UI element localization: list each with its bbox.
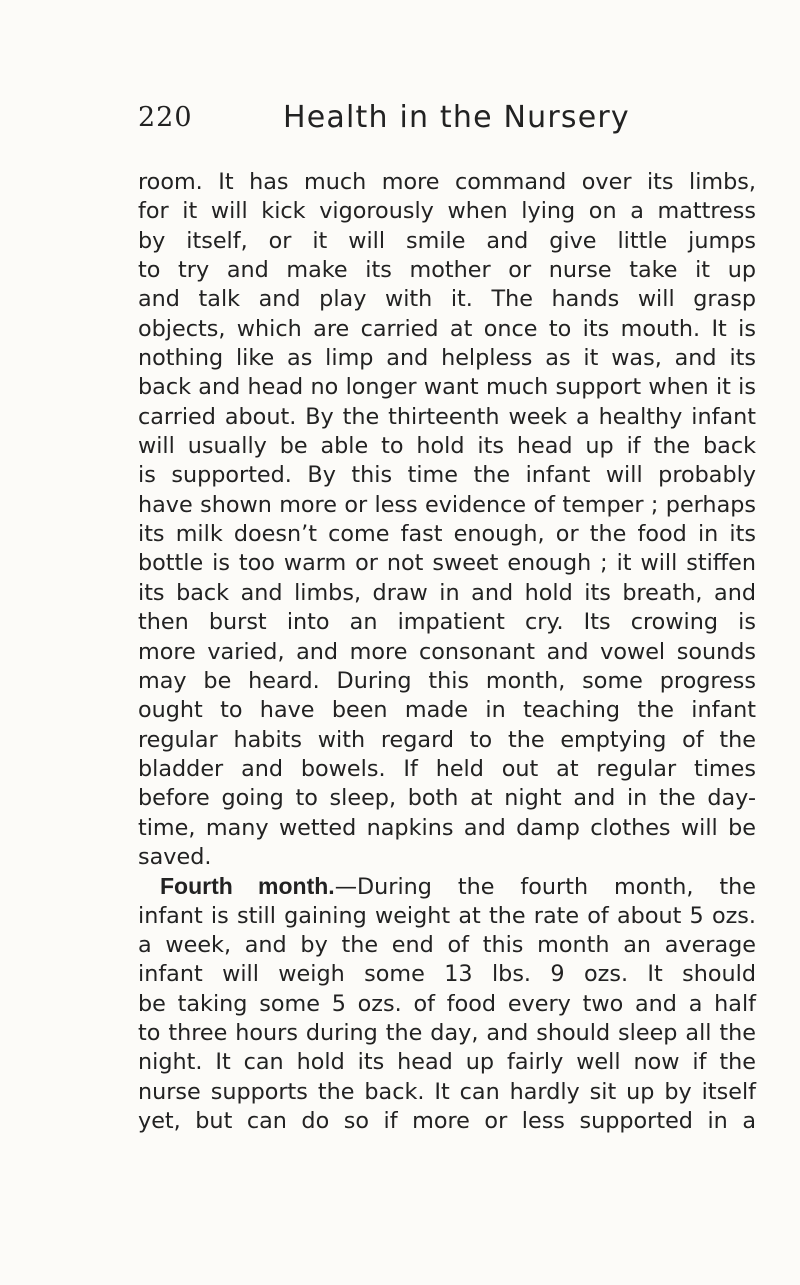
text-line: a week, and by the end of this month an average — [138, 931, 756, 958]
body-text — [138, 168, 756, 1136]
text-line: saved. — [138, 843, 212, 870]
text-line: will usually be able to hold its head up if the back — [138, 433, 756, 460]
running-title: Health in the Nursery — [283, 100, 630, 135]
text-line: regular habits with regard to the emptying of the — [138, 726, 756, 753]
text-line: have shown more or less evidence of temper ; perhaps — [138, 491, 756, 518]
text-line: be taking some 5 ozs. of food every two and a half — [138, 990, 756, 1017]
text-line: room. It has much more command over its limbs, — [138, 169, 756, 195]
text-line: night. It can hold its head up fairly well now if the — [138, 1049, 756, 1076]
section-heading: Fourth month. — [160, 873, 335, 900]
text-line: is supported. By this time the infant will probably — [138, 462, 756, 489]
text-line: infant is still gaining weight at the rate of about 5 ozs. — [138, 902, 756, 929]
text-line: objects, which are carried at once to its mouth. It is — [138, 315, 756, 342]
text-line: to three hours during the day, and should sleep all the — [138, 1019, 756, 1046]
page-number: 220 — [138, 102, 193, 133]
text-line: its back and limbs, draw in and hold its breath, and — [138, 579, 756, 606]
text-line: to try and make its mother or nurse take it up — [138, 257, 756, 284]
text-line: by itself, or it will smile and give little jumps — [138, 227, 756, 254]
text-line: may be heard. During this month, some progress — [138, 667, 756, 694]
text-line: time, many wetted napkins and damp clothes will be — [138, 814, 756, 841]
text-line: bladder and bowels. If held out at regular times — [138, 755, 756, 782]
text-line: back and head no longer want much support when it is — [138, 374, 756, 401]
page-header — [138, 102, 758, 152]
text-line: then burst into an impatient cry. Its crowing is — [138, 609, 756, 636]
text-line: before going to sleep, both at night and in the day- — [138, 785, 756, 812]
text-line: its milk doesn’t come fast enough, or the food in its — [138, 521, 756, 548]
text-line: more varied, and more consonant and vowel sounds — [138, 638, 756, 665]
section-first-line-text: —During the fourth month, the — [334, 874, 756, 901]
text-line: and talk and play with it. The hands will grasp — [138, 286, 756, 313]
text-line: carried about. By the thirteenth week a healthy infant — [138, 403, 756, 430]
text-line: for it will kick vigorously when lying on a mattress — [138, 198, 756, 225]
section-first-line — [138, 872, 756, 901]
text-line: infant will weigh some 13 lbs. 9 ozs. It should — [138, 961, 756, 988]
text-line: yet, but can do so if more or less supported in a — [138, 1108, 756, 1134]
text-line: nothing like as limp and helpless as it was, and its — [138, 345, 756, 372]
text-line: bottle is too warm or not sweet enough ; it will stiffen — [138, 550, 756, 577]
text-line: ought to have been made in teaching the infant — [138, 697, 756, 724]
text-line: nurse supports the back. It can hardly sit up by itself — [138, 1078, 756, 1105]
